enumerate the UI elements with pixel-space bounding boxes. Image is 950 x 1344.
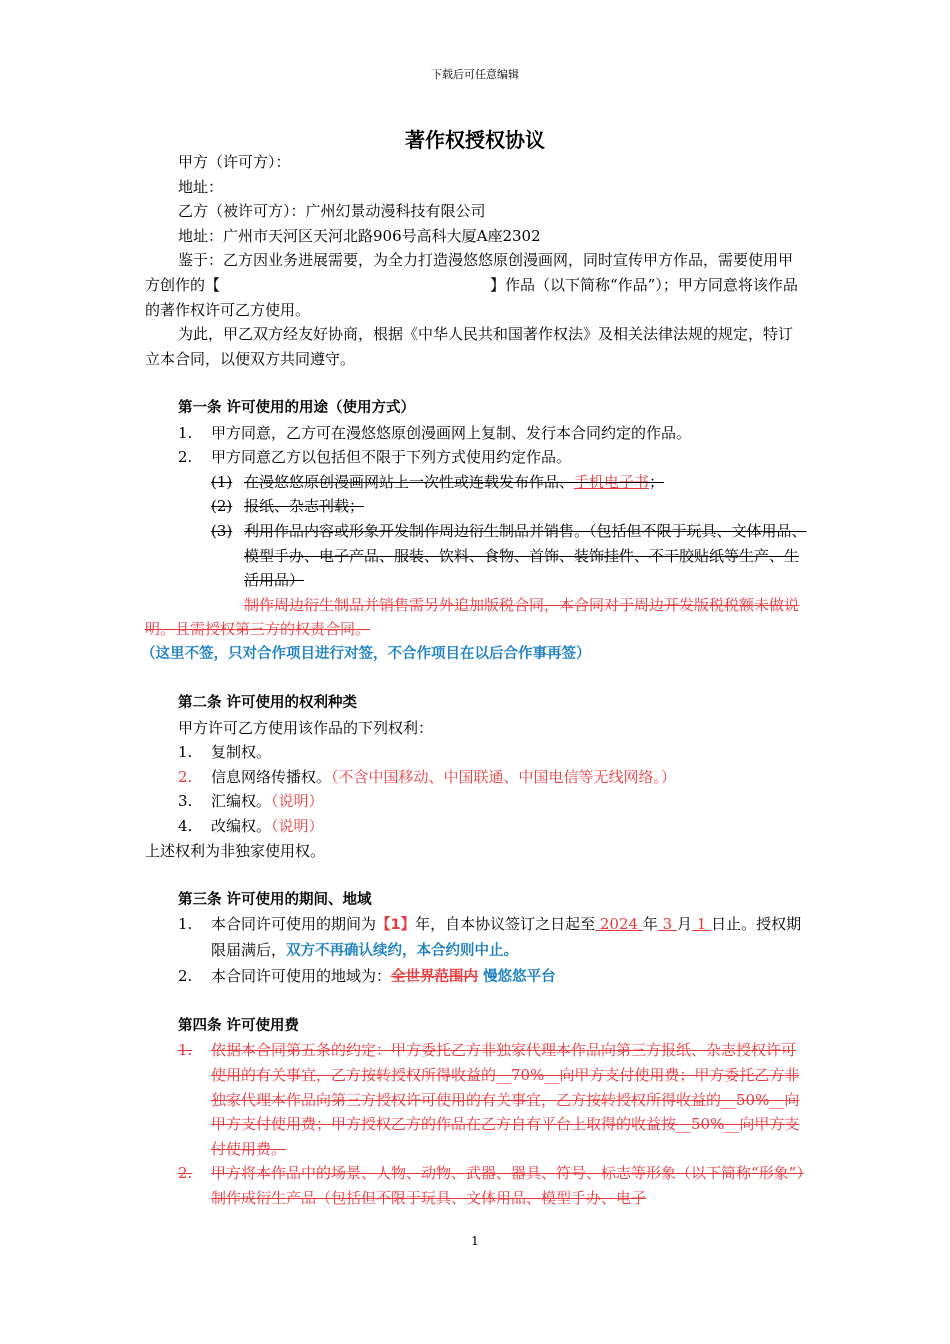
item-text: 复制权。 [211, 743, 272, 762]
article-3-heading: 第三条 许可使用的期间、地域 [178, 891, 372, 908]
article-3-item-2 [145, 964, 807, 990]
sub-number: (1) [211, 472, 233, 491]
sub-text: 报纸、杂志刊载； [244, 497, 365, 516]
item-number: 1. [178, 743, 193, 762]
article-2-item-4 [145, 814, 807, 839]
item-text: 本合同许可使用的期间为 [211, 915, 377, 934]
article-1-sub-1 [145, 470, 807, 495]
article-2-lead: 甲方许可乙方使用该作品的下列权利： [178, 718, 434, 737]
no-renewal-note: 双方不再确认续约，本合约则中止。 [286, 943, 519, 959]
end-day: 1 [691, 915, 712, 934]
intro-clause: 为此，甲乙双方经友好协商，根据《中华人民共和国著作权法》及相关法律法规的规定，特订立本合同，以便双方共同遵守。 [145, 325, 794, 368]
territory-deleted: 全世界范围内 [391, 968, 479, 985]
party-b: 乙方（被许可方）：广州幻景动漫科技有限公司 [178, 202, 486, 221]
item-text: 汇编权。 [211, 792, 272, 811]
article-4-item-2 [145, 1161, 807, 1210]
item-note: （不含中国移动、中国联通、中国电信等无线网络。） [331, 767, 677, 786]
item-text: 依据本合同第五条的约定：甲方委托乙方非独家代理本作品向第三方报纸、杂志授权许可使用的有关事宜，乙方按转授权所得收益的__70%__向甲方支付使用费；甲方委托乙方非独家代理本作品向第三方授权许可使用的有关事宜，乙方按转授权所得收益的__50%__向甲方支付使用费；甲方授权乙方的作品在乙方自有平台上取得的收益按__50%__向甲方支付使用费。 [211, 1041, 800, 1158]
whereas-clause [145, 248, 807, 322]
article-1-heading: 第一条 许可使用的用途（使用方式） [178, 399, 416, 416]
article-4-heading: 第四条 许可使用费 [178, 1017, 300, 1034]
article-1-item-1 [145, 421, 807, 446]
term-years: 【1】 [376, 917, 416, 934]
sub-text: 在漫悠悠原创漫画网站上一次性或连载发布作品、 [244, 472, 575, 491]
party-a: 甲方（许可方）： [178, 153, 291, 171]
party-b-address: 地址：广州市天河区天河北路906号高科大厦A座2302 [178, 226, 541, 245]
item-number: 1. [178, 1041, 193, 1060]
item-number: 2. [178, 966, 193, 985]
year-unit: 年 [642, 915, 658, 934]
document-body [141, 150, 807, 1211]
article-1-sub-3 [145, 519, 807, 593]
item-number: 2. [178, 767, 193, 786]
article-2-heading: 第二条 许可使用的权利种类 [178, 695, 358, 712]
item-number: 3. [178, 792, 193, 811]
party-a-address: 地址： [178, 177, 224, 196]
article-1-item-2 [145, 445, 807, 470]
article-2-item-1 [145, 740, 807, 765]
end-year: 2024 [595, 915, 643, 934]
whereas-part-2: 】作品（以下简称“作品”）；甲方同意将该作品的著作权许可乙方使用。 [145, 275, 798, 319]
item-text: 甲方同意，乙方可在漫悠悠原创漫画网上复制、发行本合同约定的作品。 [211, 423, 692, 442]
document-title: 著作权授权协议 [405, 128, 545, 152]
item-text: 甲方同意乙方以包括但不限于下列方式使用约定作品。 [211, 448, 572, 467]
item-note: （说明） [271, 792, 324, 811]
article-2-tail: 上述权利为非独家使用权。 [145, 841, 326, 860]
item-text: 改编权。 [211, 817, 272, 836]
item-number: 1. [178, 915, 193, 934]
item-number: 2. [178, 448, 193, 467]
item-text: 日止。授权期限届满后， [211, 915, 802, 959]
signing-remark: （这里不签，只对合作项目进行对签，不合作项目在以后合作事再签） [141, 645, 591, 662]
territory-platform: 慢悠悠平台 [478, 968, 556, 985]
article-4-item-1 [145, 1038, 807, 1161]
page-number: 1 [471, 1234, 479, 1248]
sub-text-end: ； [649, 472, 665, 491]
month-unit: 月 [676, 915, 692, 934]
mobile-ebook-insert: 手机电子书 [574, 472, 650, 491]
item-number: 4. [178, 817, 193, 836]
item-note: （说明） [271, 817, 324, 836]
item-number: 2. [178, 1164, 193, 1183]
article-2-item-2 [145, 765, 807, 790]
derivative-products-note: 制作周边衍生制品并销售需另外追加版税合同，本合同对于周边开发版税税额未做说明。且需授权第三方的权责合同。 [145, 595, 800, 639]
item-text: 甲方将本作品中的场景、人物、动物、武器、器具、符号、标志等形象（以下简称“形象”）制作成衍生产品（包括但不限于玩具、文体用品、模型手办、电子 [211, 1164, 804, 1207]
article-2-item-3 [145, 789, 807, 814]
item-text: 年，自本协议签订之日起至 [415, 915, 596, 934]
item-text: 信息网络传播权。 [211, 767, 332, 786]
article-3-item-1 [145, 912, 807, 963]
sub-text: 利用作品内容或形象开发制作周边衍生制品并销售。（包括但不限于玩具、文体用品、模型手办、电子产品、服装、饮料、食物、首饰、装饰挂件、不干胶贴纸等生产、生活用品） [244, 521, 807, 590]
end-month: 3 [657, 915, 677, 934]
article-1-sub-2 [145, 494, 807, 519]
sub-number: (2) [211, 497, 233, 516]
item-text: 本合同许可使用的地域为： [211, 966, 392, 985]
whereas-part-1: 鉴于：乙方因业务进展需要，为全力打造漫悠悠原创漫画网，同时宣传甲方作品，需要使用甲方创作的【 [145, 251, 794, 294]
item-number: 1. [178, 423, 193, 442]
sub-number: (3) [211, 521, 233, 540]
page-header: 下载后可任意编辑 [431, 68, 519, 81]
